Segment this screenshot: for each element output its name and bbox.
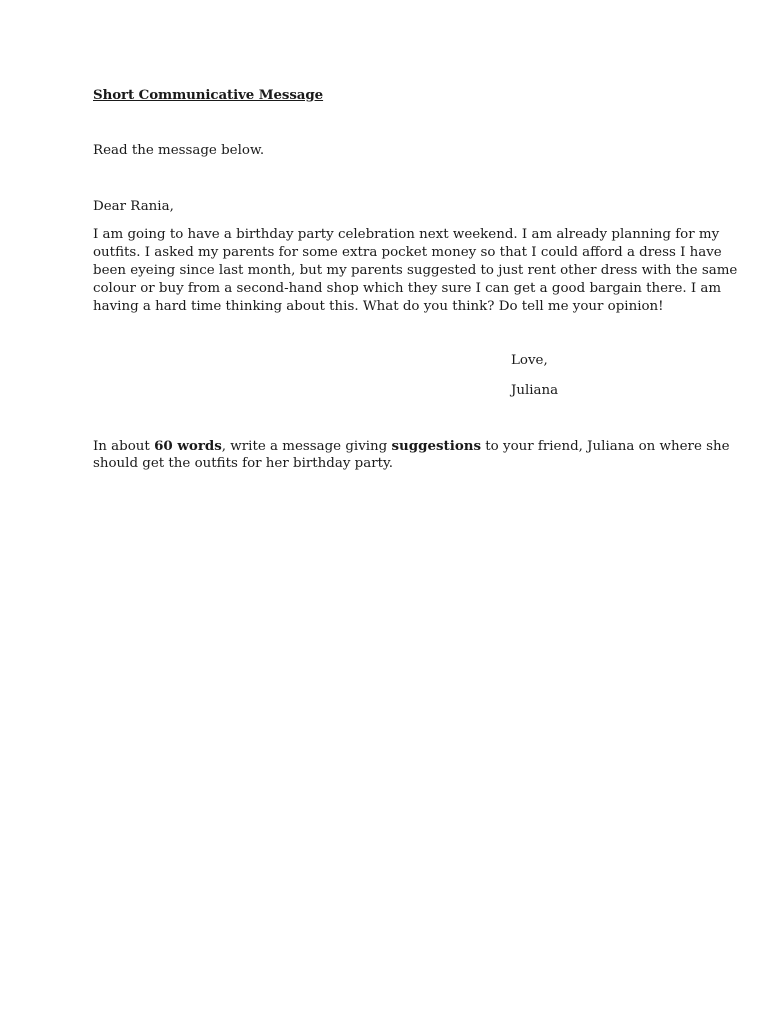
letter-body xyxy=(93,226,738,316)
letter-closing: Love, xyxy=(511,353,548,368)
task-keyword: suggestions xyxy=(391,438,482,454)
task-word-count: 60 words xyxy=(154,438,222,454)
document-title: Short Communicative Message xyxy=(93,87,324,103)
letter-body-line: been eyeing since last month, but my parents suggested to just rent other dress with the same xyxy=(93,263,738,278)
letter-body-line: outfits. I asked my parents for some extra pocket money so that I could afford a dress I have xyxy=(93,245,722,260)
task-line-2: should get the outfits for her birthday party. xyxy=(93,456,394,471)
letter-signature: Juliana xyxy=(511,383,559,398)
task-text: to your friend, Juliana on where she xyxy=(481,439,730,454)
task-text: , write a message giving xyxy=(221,439,392,454)
letter-body-line: colour or buy from a second-hand shop which they sure I can get a good bargain there. I am xyxy=(93,281,722,296)
task-text: In about xyxy=(93,439,155,454)
task-line-1 xyxy=(93,437,730,455)
letter-body-line: I am going to have a birthday party celebration next weekend. I am already planning for my xyxy=(93,227,720,242)
letter-body-line: having a hard time thinking about this. What do you think? Do tell me your opinion! xyxy=(93,299,664,314)
task-instruction xyxy=(93,437,730,473)
letter-greeting: Dear Rania, xyxy=(93,199,174,214)
instruction-text: Read the message below. xyxy=(93,143,265,158)
